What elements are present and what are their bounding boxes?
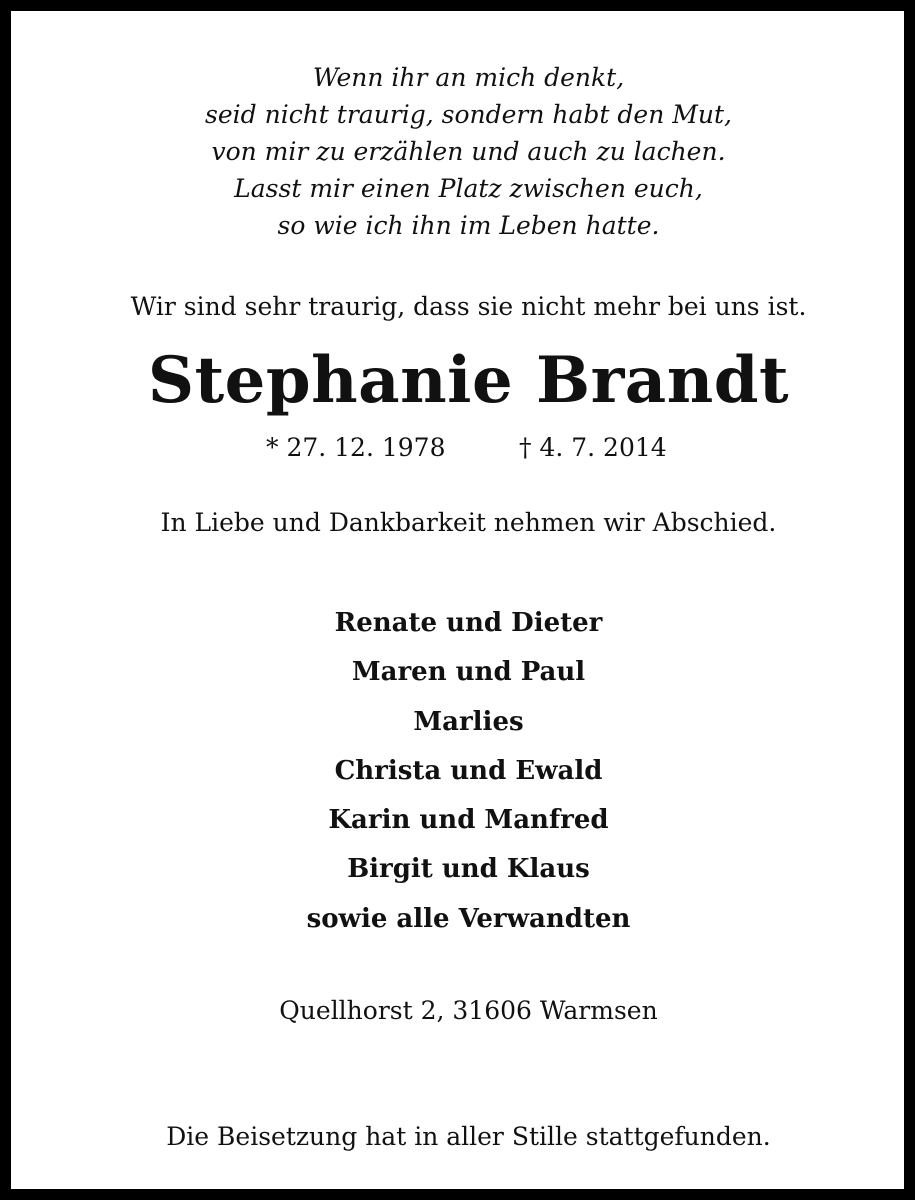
mourner-entry: Birgit und Klaus xyxy=(347,854,590,885)
mourners-list xyxy=(11,599,915,944)
mourner-entry: Christa und Ewald xyxy=(334,755,603,786)
mourner-entry: sowie alle Verwandten xyxy=(306,903,631,934)
poem-line: Lasst mir einen Platz zwischen euch, xyxy=(234,174,703,203)
intro-text: Wir sind sehr traurig, dass sie nicht mehr bei uns ist. xyxy=(130,292,807,321)
poem-line: so wie ich ihn im Leben hatte. xyxy=(277,211,660,240)
address-text: Quellhorst 2, 31606 Warmsen xyxy=(279,996,658,1025)
death-date: † 4. 7. 2014 xyxy=(519,433,667,462)
poem-line: von mir zu erzählen und auch zu lachen. xyxy=(211,137,726,166)
birth-date: * 27. 12. 1978 xyxy=(266,433,446,462)
mourner-entry: Marlies xyxy=(413,706,524,737)
deceased-name: Stephanie Brandt xyxy=(147,343,790,418)
farewell-text: In Liebe und Dankbarkeit nehmen wir Abschied. xyxy=(160,508,777,537)
mourner-entry: Maren und Paul xyxy=(351,657,586,688)
poem-line: Wenn ihr an mich denkt, xyxy=(312,63,625,92)
mourner-entry: Renate und Dieter xyxy=(334,608,603,638)
poem-line: seid nicht traurig, sondern habt den Mut, xyxy=(205,100,732,129)
burial-notice: Die Beisetzung hat in aller Stille stattgefunden. xyxy=(166,1122,771,1151)
mourner-entry: Karin und Manfred xyxy=(328,805,609,836)
life-dates xyxy=(11,431,915,465)
memorial-poem xyxy=(11,59,915,244)
